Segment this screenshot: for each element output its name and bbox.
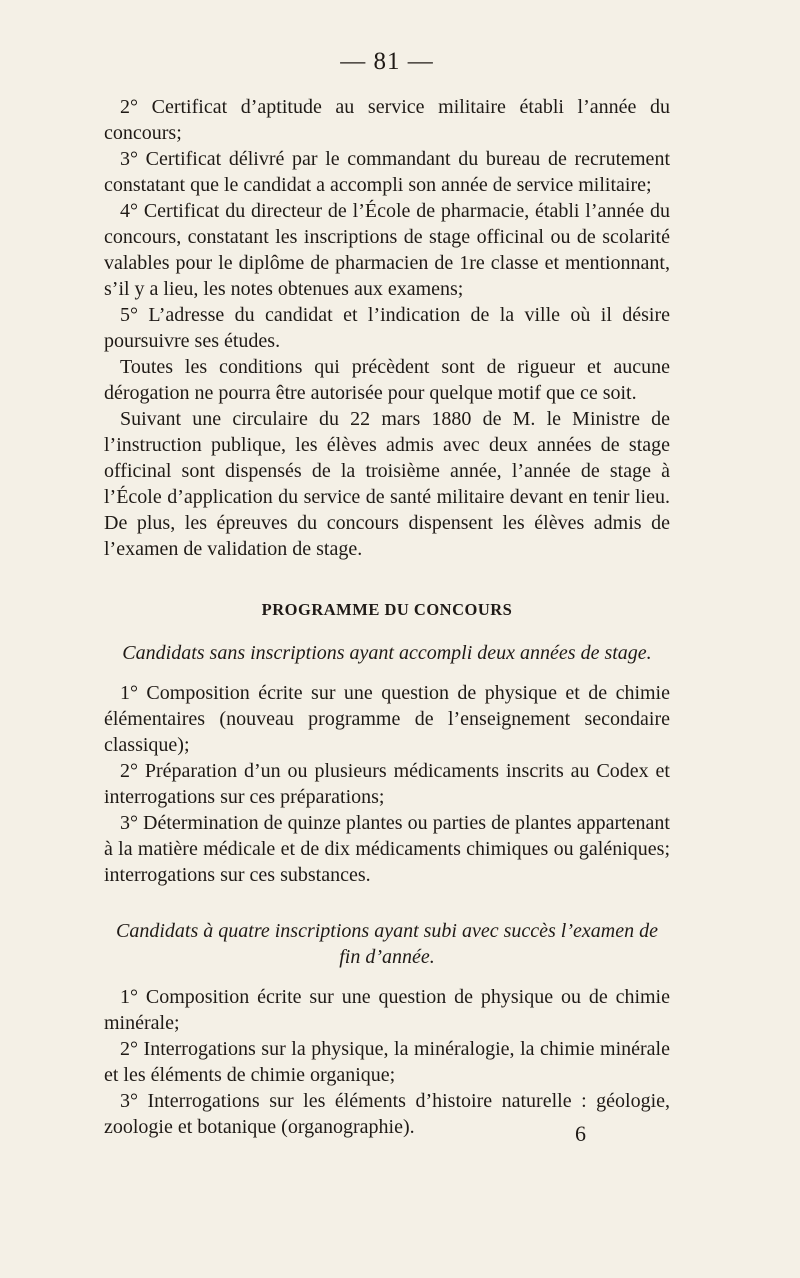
subtitle-candidates-inscriptions: Candidats à quatre inscriptions ayant subi avec succès l’examen de fin d’année. <box>116 920 658 968</box>
program-block-1 <box>104 680 670 888</box>
section-title: PROGRAMME DU CONCOURS <box>261 600 513 619</box>
program-2-item-2: 2° Interrogations sur la physique, la minéralogie, la chimie minérale et les éléments de chimie organique; <box>104 1038 670 1086</box>
paragraph-circular: Suivant une circulaire du 22 mars 1880 de M. le Ministre de l’instruction publique, les élèves admis avec deux années de stage officinal sont dispensés de la troisième année, l’année de stage à l’École d’application du service de santé militaire devant en tenir lieu. De plus, les épreuves du concours dispensent les élèves admis de l’examen de validation de stage. <box>104 408 670 560</box>
program-block-2 <box>104 984 670 1140</box>
program-2-item-1: 1° Composition écrite sur une question de physique ou de chimie minérale; <box>104 986 670 1034</box>
paragraph-address: 5° L’adresse du candidat et l’indication de la ville où il désire poursuivre ses études. <box>104 304 670 352</box>
page-number: — 81 — <box>340 48 434 75</box>
program-1-item-1: 1° Composition écrite sur une question de physique et de chimie élémentaires (nouveau programme de l’enseignement secondaire classique); <box>104 682 670 756</box>
paragraph-certificate-4: 4° Certificat du directeur de l’École de pharmacie, établi l’année du concours, constatant les inscriptions de stage officinal ou de scolarité valables pour le diplôme de pharmacien de 1re classe et mentionnant, s’il y a lieu, les notes obtenues aux examens; <box>104 200 670 300</box>
paragraph-certificate-3: 3° Certificat délivré par le commandant du bureau de recrutement constatant que le candidat a accompli son année de service militaire; <box>104 148 670 196</box>
subtitle-candidates-stage: Candidats sans inscriptions ayant accompli deux années de stage. <box>122 642 652 664</box>
signature-mark: 6 <box>575 1121 586 1146</box>
program-1-item-3: 3° Détermination de quinze plantes ou parties de plantes appartenant à la matière médicale et de dix médicaments chimiques ou galéniques; interrogations sur ces substances. <box>104 812 670 886</box>
paragraph-certificate-2: 2° Certificat d’aptitude au service militaire établi l’année du concours; <box>104 96 670 144</box>
program-2-item-3: 3° Interrogations sur les éléments d’histoire naturelle : géologie, zoologie et botanique (organographie). <box>104 1090 670 1138</box>
paragraph-conditions: Toutes les conditions qui précèdent sont de rigueur et aucune dérogation ne pourra être autorisée pour quelque motif que ce soit. <box>104 356 670 404</box>
top-text-block <box>104 94 670 562</box>
program-1-item-2: 2° Préparation d’un ou plusieurs médicaments inscrits au Codex et interrogations sur ces préparations; <box>104 760 670 808</box>
